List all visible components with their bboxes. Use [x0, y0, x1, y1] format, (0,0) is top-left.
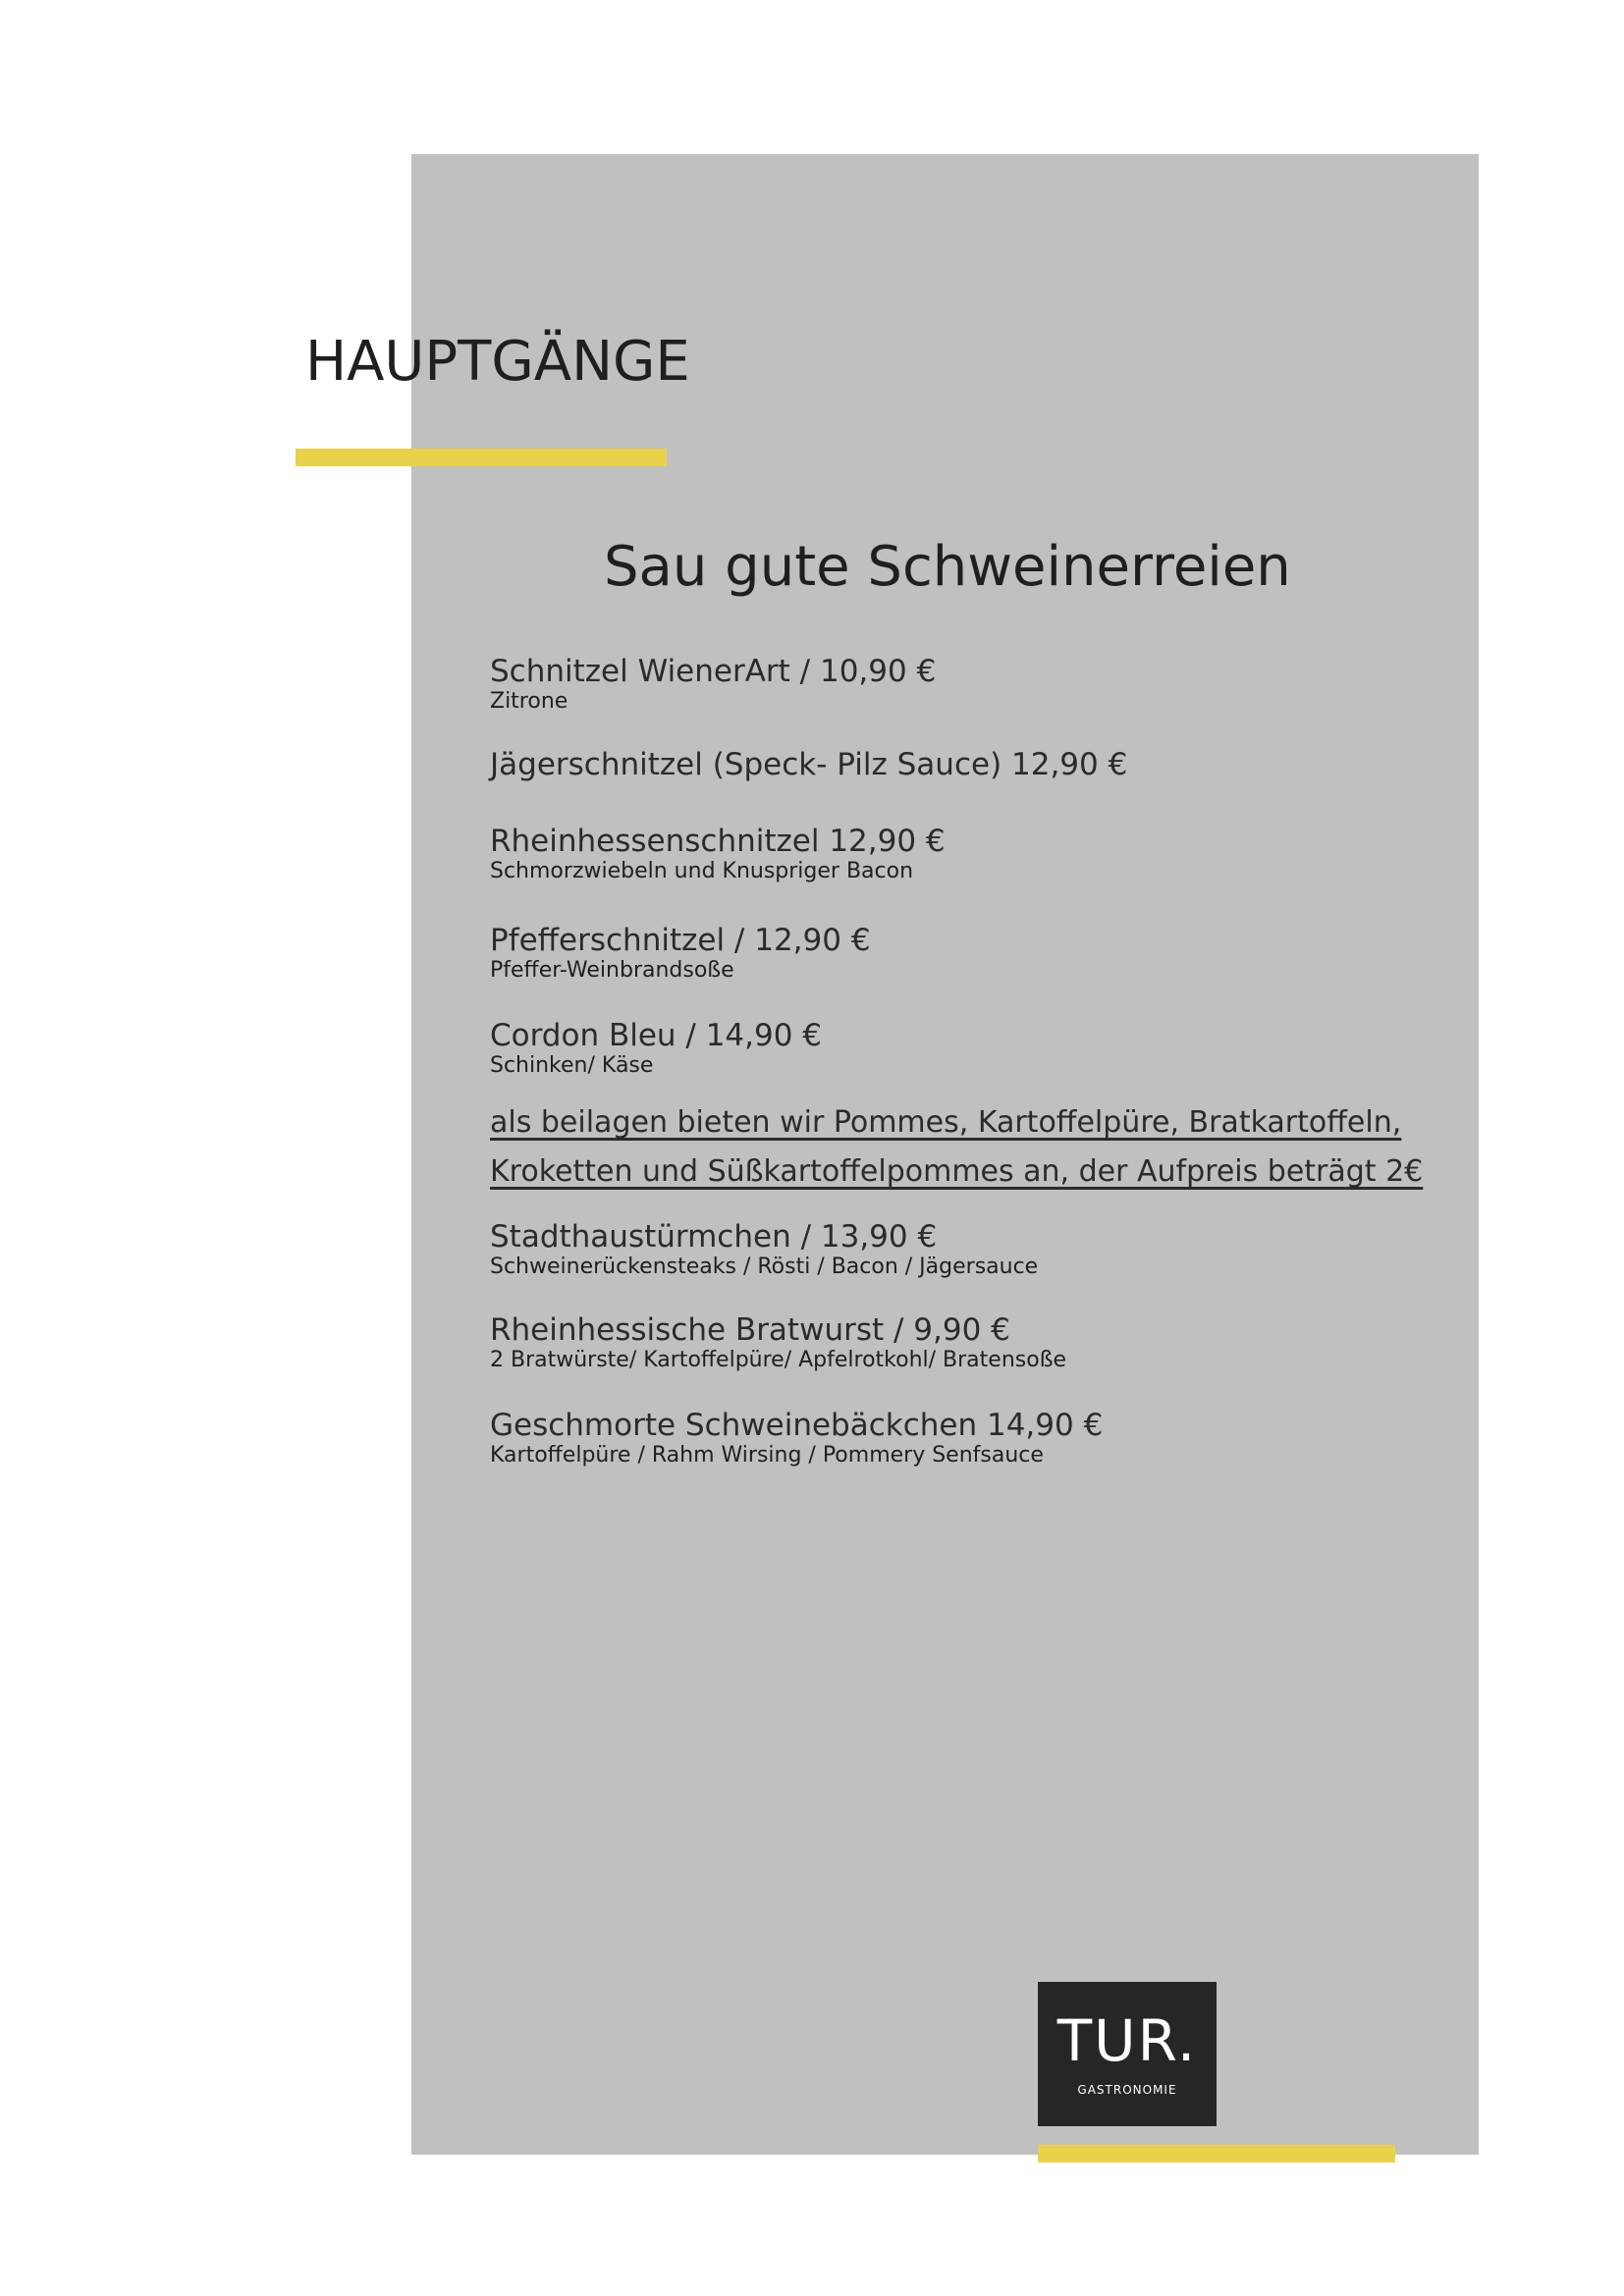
menu-item-desc: Schweinerückensteaks / Rösti / Bacon / Jägersauce [490, 1255, 1039, 1279]
menu-item-desc: Schinken/ Käse [490, 1053, 654, 1078]
title-accent-bar [296, 449, 667, 466]
menu-item-title: Jägerschnitzel (Speck- Pilz Sauce) 12,90 € [490, 747, 1128, 782]
menu-item-desc: Zitrone [490, 689, 568, 714]
menu-item-title: Stadthaustürmchen / 13,90 € [490, 1219, 938, 1255]
tur-gastronomie-logo [1038, 1982, 1217, 2126]
side-dish-note-line-2: Kroketten und Süßkartoffelpommes an, der Aufpreis beträgt 2€ [490, 1154, 1424, 1189]
menu-item-desc: Kartoffelpüre / Rahm Wirsing / Pommery Senfsauce [490, 1443, 1044, 1468]
logo-wordmark: TUR. [1056, 2007, 1198, 2074]
menu-item-title: Cordon Bleu / 14,90 € [490, 1018, 823, 1053]
menu-item-desc: Pfeffer-Weinbrandsoße [490, 958, 734, 983]
menu-item-desc: 2 Bratwürste/ Kartoffelpüre/ Apfelrotkohl/ Bratensoße [490, 1348, 1067, 1372]
menu-item-title: Schnitzel WienerArt / 10,90 € [490, 654, 937, 689]
menu-item-desc: Schmorzwiebeln und Knuspriger Bacon [490, 859, 914, 883]
menu-item-title: Rheinhessenschnitzel 12,90 € [490, 824, 946, 859]
side-dish-note-line-1: als beilagen bieten wir Pommes, Kartoffelpüre, Bratkartoffeln, [490, 1105, 1402, 1140]
menu-item-title: Pfefferschnitzel / 12,90 € [490, 923, 871, 958]
logo-subtitle: GASTRONOMIE [1077, 2083, 1177, 2097]
logo-accent-bar [1038, 2145, 1395, 2163]
menu-item [490, 744, 1433, 821]
menu-item-title: Geschmorte Schweinebäckchen 14,90 € [490, 1408, 1104, 1443]
menu-list [490, 651, 1433, 1470]
menu-item-title: Rheinhessische Bratwurst / 9,90 € [490, 1312, 1010, 1348]
page-title: HAUPTGÄNGE [305, 330, 690, 394]
section-title: Sau gute Schweinerreien [604, 535, 1291, 599]
